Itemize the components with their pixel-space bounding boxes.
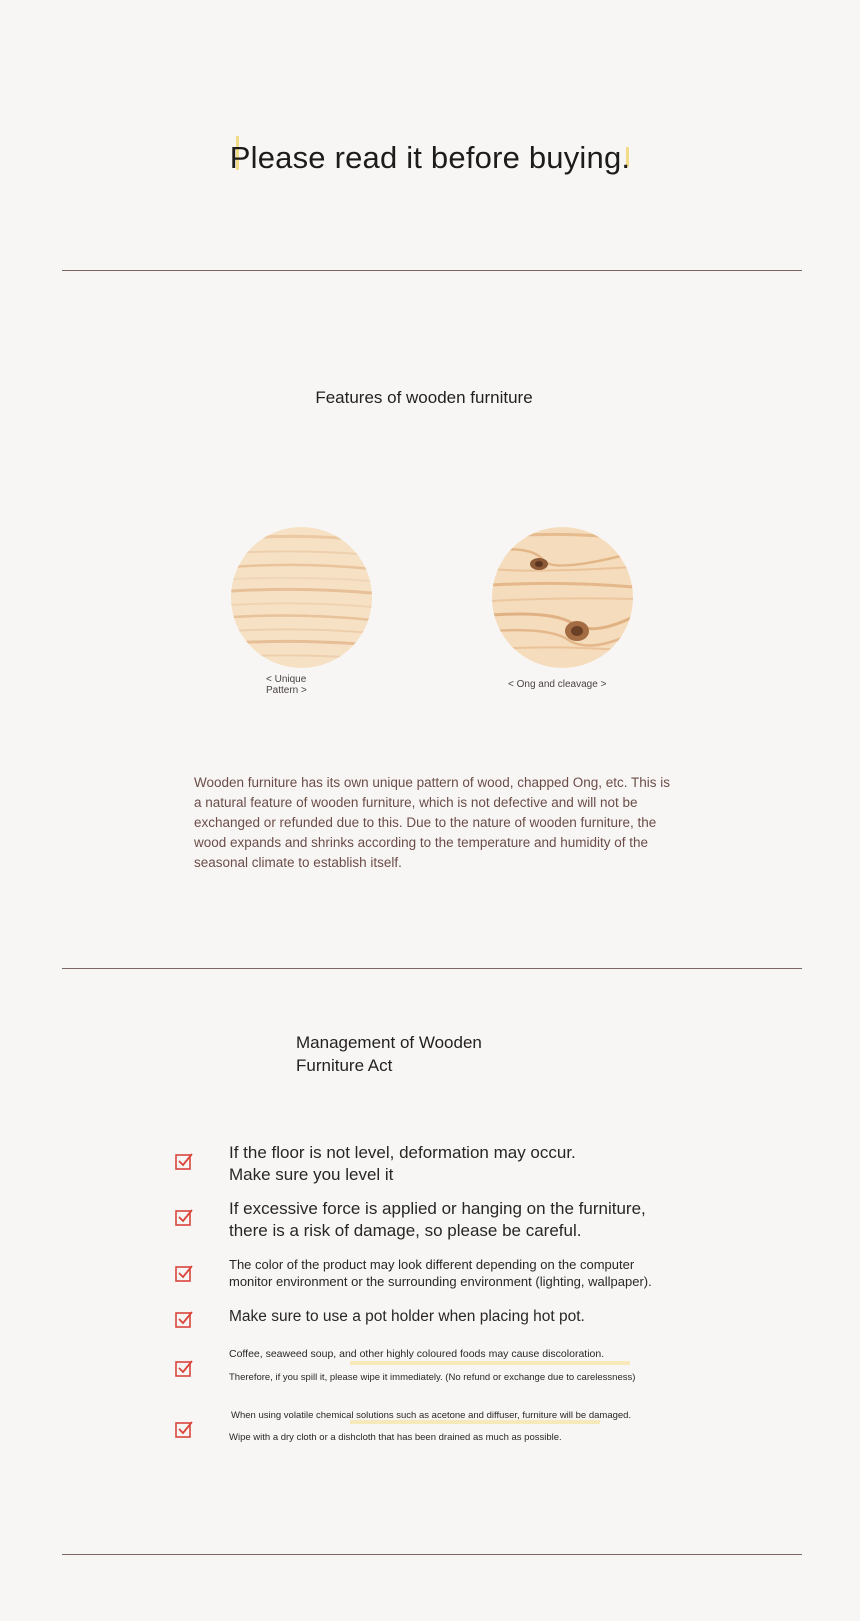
unique-pattern-caption-line2: Pattern >: [266, 685, 307, 696]
checkbox-checked-icon: [175, 1152, 194, 1171]
section-divider: [62, 270, 802, 271]
section-divider: [62, 1554, 802, 1555]
management-item-6-line1: When using volatile chemical solutions such as acetone and diffuser, furniture will be damaged.: [231, 1410, 632, 1421]
wood-knot-cleavage-image: [492, 527, 633, 668]
management-heading: [296, 1031, 482, 1077]
unique-pattern-caption-line1: < Unique: [266, 674, 307, 685]
features-heading: Features of wooden furniture: [315, 388, 533, 407]
text-highlight: [350, 1361, 630, 1365]
management-item-4-line1: Make sure to use a pot holder when placing hot pot.: [229, 1308, 585, 1325]
wood-unique-pattern-image: [231, 527, 372, 668]
checkbox-checked-icon: [175, 1310, 194, 1329]
checkbox-checked-icon: [175, 1264, 194, 1283]
management-item-5-line1: Coffee, seaweed soup, and other highly coloured foods may cause discoloration.: [229, 1348, 605, 1360]
section-divider: [62, 968, 802, 969]
management-item-1-line2: Make sure you level it: [229, 1165, 394, 1184]
checkbox-checked-icon: [175, 1359, 194, 1378]
management-heading-line2: Furniture Act: [296, 1056, 393, 1075]
management-item-6-line2: Wipe with a dry cloth or a dishcloth that has been drained as much as possible.: [229, 1432, 562, 1443]
management-item-3-line1: The color of the product may look different depending on the computer: [229, 1257, 635, 1272]
ong-cleavage-caption: < Ong and cleavage >: [508, 679, 607, 690]
page-title: Please read it before buying.: [229, 140, 631, 175]
checkbox-checked-icon: [175, 1420, 194, 1439]
management-item-3-line2: monitor environment or the surrounding environment (lighting, wallpaper).: [229, 1274, 652, 1289]
unique-pattern-caption: [266, 674, 307, 696]
management-item-2-line1: If excessive force is applied or hanging on the furniture,: [229, 1199, 646, 1218]
management-item-5-line2: Therefore, if you spill it, please wipe it immediately. (No refund or exchange due to carelessness): [229, 1372, 636, 1383]
management-item-1-line1: If the floor is not level, deformation may occur.: [229, 1143, 576, 1162]
features-description: Wooden furniture has its own unique pattern of wood, chapped Ong, etc. This is a natural feature of wooden furniture, which is not defective and will not be exchanged or refunded due to this. Due to the nature of wooden furniture, the wood expands and shrinks according to the temperature and humidity of the seasonal climate to establish itself.: [194, 775, 671, 870]
management-item-2-line2: there is a risk of damage, so please be careful.: [229, 1221, 582, 1240]
checkbox-checked-icon: [175, 1208, 194, 1227]
management-heading-line1: Management of Wooden: [296, 1033, 482, 1052]
